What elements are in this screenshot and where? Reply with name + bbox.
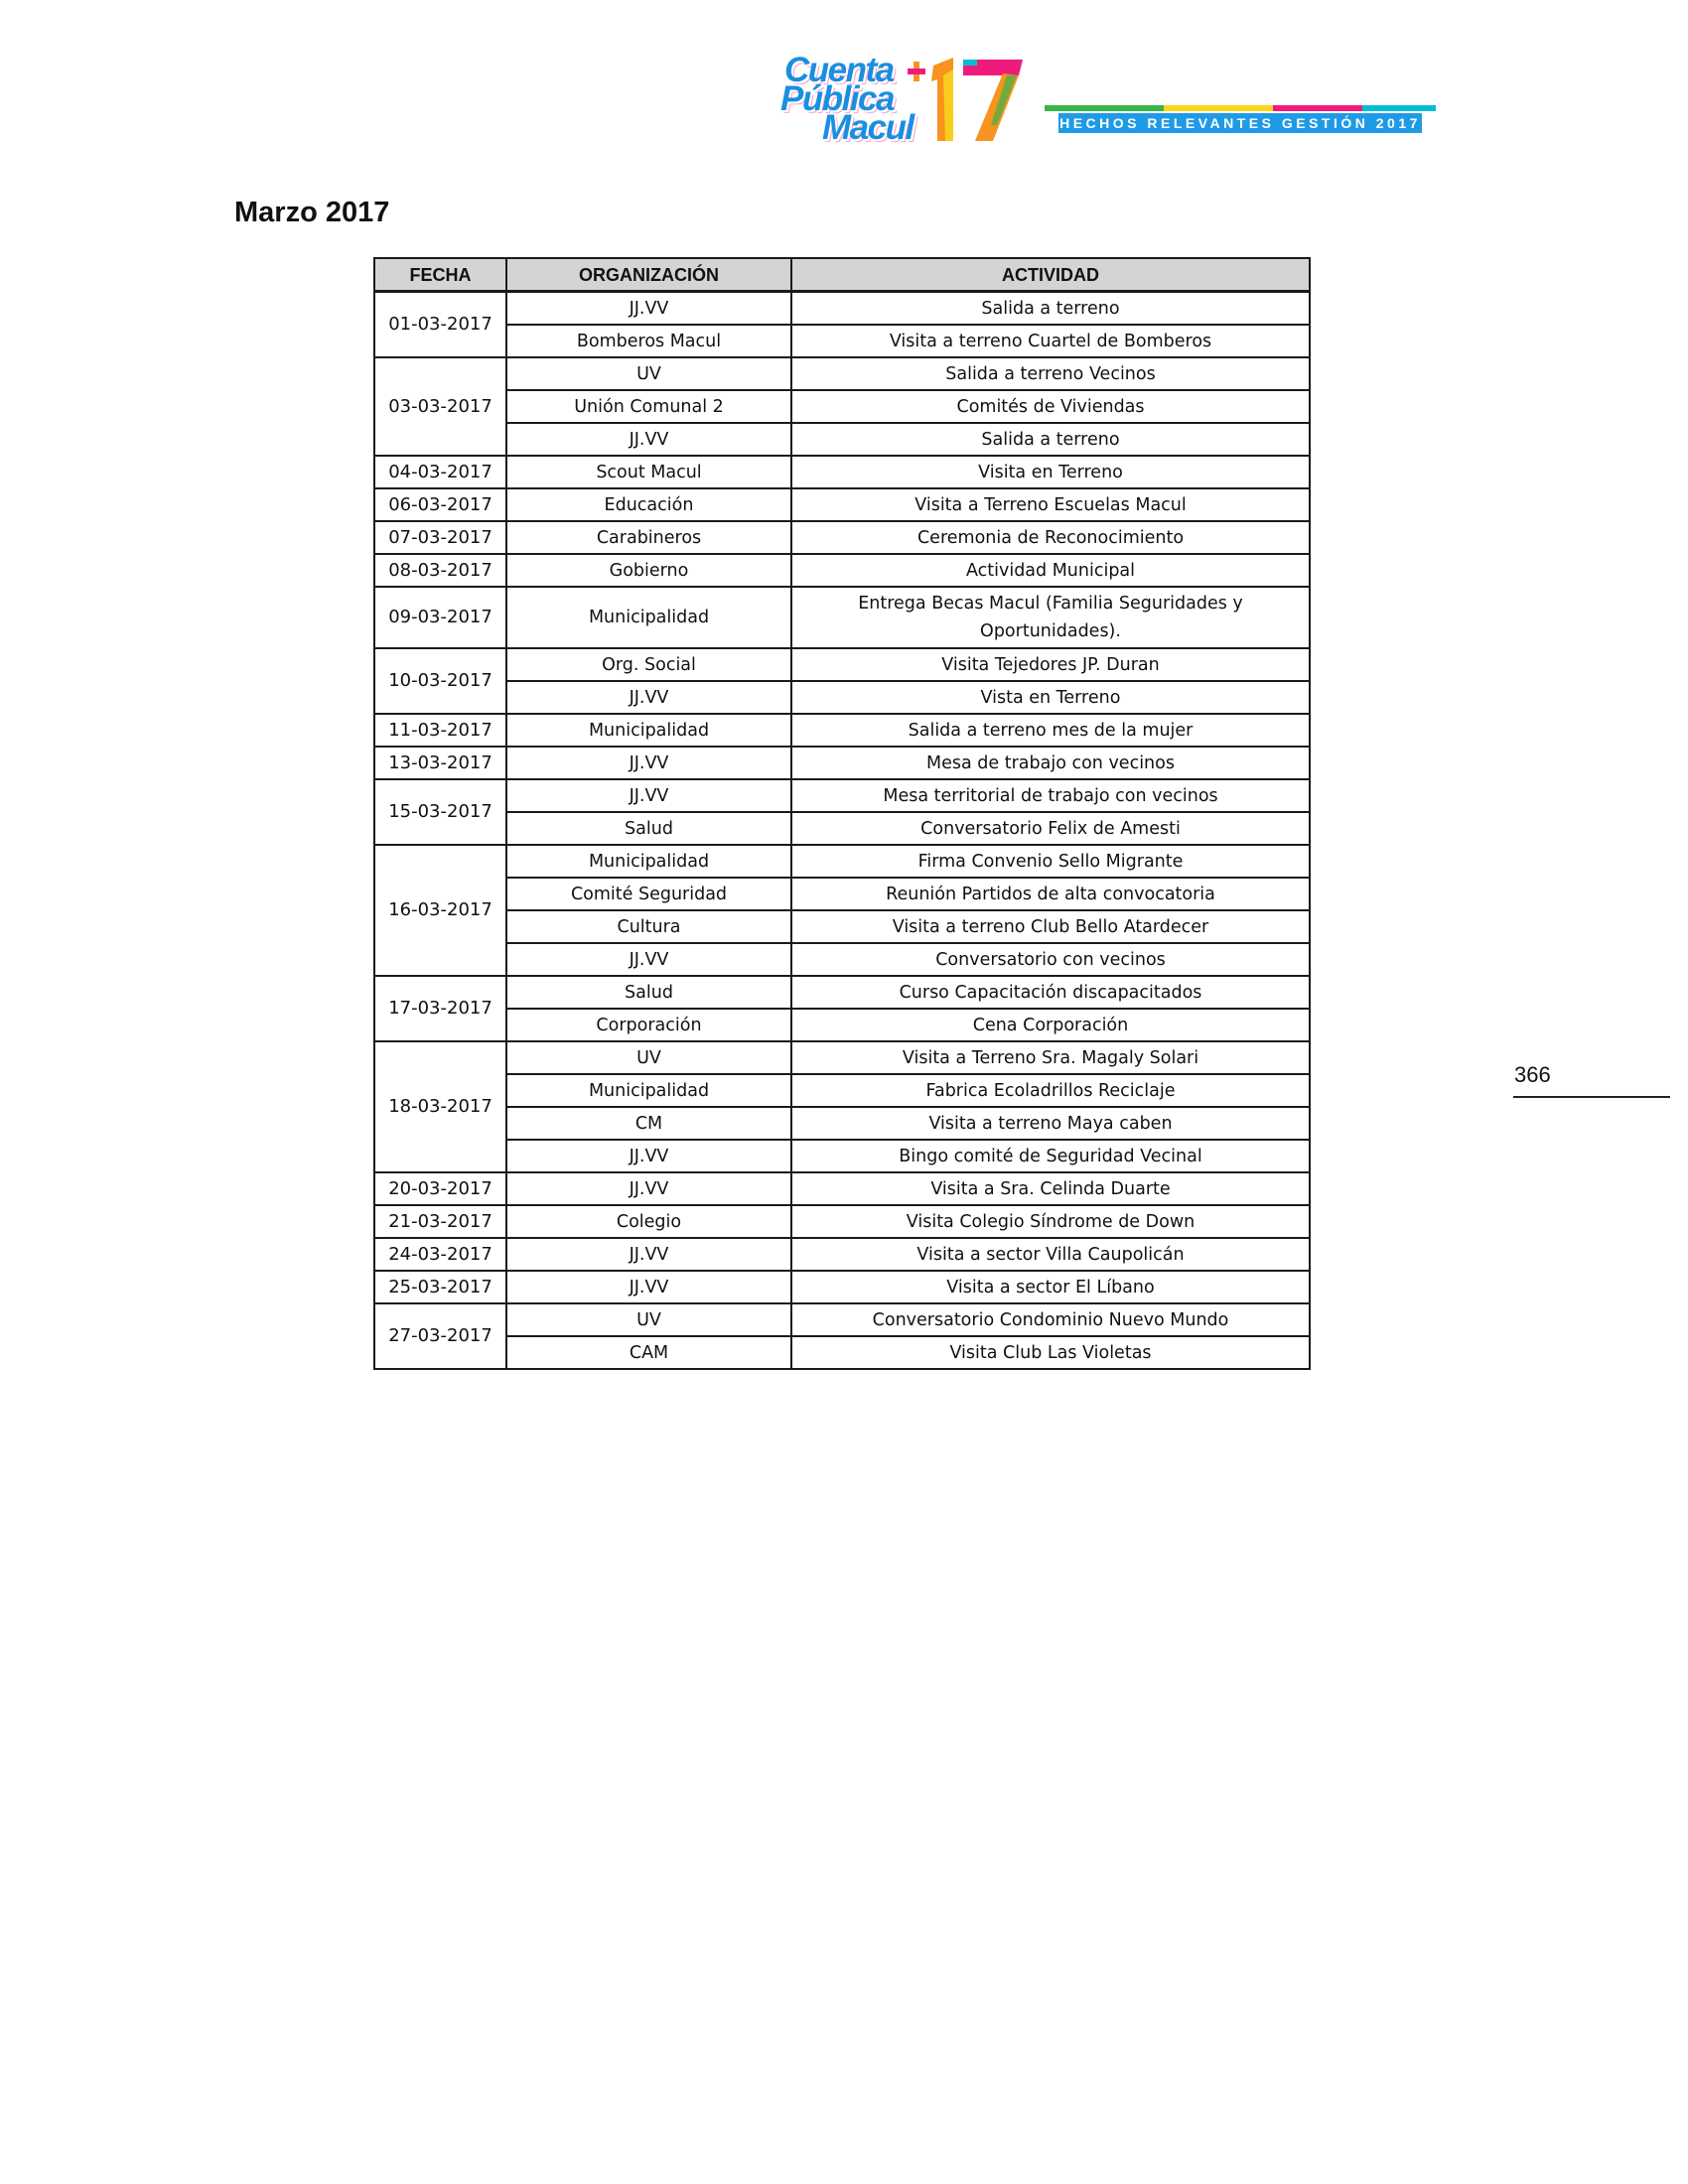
cell-actividad: Fabrica Ecoladrillos Reciclaje <box>791 1074 1310 1107</box>
cell-actividad: Conversatorio Condominio Nuevo Mundo <box>791 1303 1310 1336</box>
cell-organizacion: JJ.VV <box>506 747 791 779</box>
cell-actividad: Salida a terreno mes de la mujer <box>791 714 1310 747</box>
cell-actividad: Visita a terreno Cuartel de Bomberos <box>791 325 1310 357</box>
table-row <box>374 456 1310 488</box>
cell-organizacion: JJ.VV <box>506 1271 791 1303</box>
table-row <box>374 390 1310 423</box>
cell-fecha: 24-03-2017 <box>374 1238 506 1271</box>
cell-fecha: 13-03-2017 <box>374 747 506 779</box>
cell-organizacion: UV <box>506 1303 791 1336</box>
cell-actividad: Cena Corporación <box>791 1009 1310 1041</box>
banner-stripe-cyan <box>1362 105 1436 111</box>
logo-17-graphic <box>908 56 1025 143</box>
table-row <box>374 1107 1310 1140</box>
cell-actividad: Visita a Terreno Escuelas Macul <box>791 488 1310 521</box>
cell-organizacion: Unión Comunal 2 <box>506 390 791 423</box>
cell-fecha: 06-03-2017 <box>374 488 506 521</box>
table-row <box>374 648 1310 681</box>
cell-organizacion: JJ.VV <box>506 1238 791 1271</box>
table-row <box>374 681 1310 714</box>
section-title: Marzo 2017 <box>234 197 390 228</box>
cell-actividad: Visita a terreno Maya caben <box>791 1107 1310 1140</box>
table-row <box>374 910 1310 943</box>
hechos-relevantes-banner <box>1045 105 1436 133</box>
cell-organizacion: JJ.VV <box>506 779 791 812</box>
table-row <box>374 357 1310 390</box>
cell-organizacion: Salud <box>506 976 791 1009</box>
logo-line-2: Pública <box>780 79 894 118</box>
table-row <box>374 878 1310 910</box>
logo-line-1: Cuenta <box>784 51 894 89</box>
cell-organizacion: Municipalidad <box>506 845 791 878</box>
banner-stripe-yellow <box>1164 105 1273 111</box>
cell-organizacion: CAM <box>506 1336 791 1369</box>
cell-fecha: 03-03-2017 <box>374 357 506 456</box>
table-row <box>374 1336 1310 1369</box>
cell-organizacion: JJ.VV <box>506 1140 791 1172</box>
cell-fecha: 20-03-2017 <box>374 1172 506 1205</box>
cell-organizacion: Scout Macul <box>506 456 791 488</box>
cell-actividad: Entrega Becas Macul (Familia Seguridades y Oportunidades). <box>791 587 1310 648</box>
cell-actividad: Bingo comité de Seguridad Vecinal <box>791 1140 1310 1172</box>
cell-organizacion: Municipalidad <box>506 1074 791 1107</box>
table-row <box>374 587 1310 648</box>
cell-actividad: Visita a Terreno Sra. Magaly Solari <box>791 1041 1310 1074</box>
cell-actividad: Visita Tejedores JP. Duran <box>791 648 1310 681</box>
cell-organizacion: Colegio <box>506 1205 791 1238</box>
cell-organizacion: UV <box>506 1041 791 1074</box>
table-row <box>374 812 1310 845</box>
cell-organizacion: CM <box>506 1107 791 1140</box>
table-row <box>374 1205 1310 1238</box>
cell-fecha: 10-03-2017 <box>374 648 506 714</box>
table-row <box>374 747 1310 779</box>
cell-organizacion: JJ.VV <box>506 943 791 976</box>
cell-organizacion: Carabineros <box>506 521 791 554</box>
cell-actividad: Conversatorio con vecinos <box>791 943 1310 976</box>
cell-organizacion: Salud <box>506 812 791 845</box>
cell-fecha: 16-03-2017 <box>374 845 506 976</box>
table-row <box>374 1172 1310 1205</box>
cell-fecha: 09-03-2017 <box>374 587 506 648</box>
cell-organizacion: Bomberos Macul <box>506 325 791 357</box>
cell-fecha: 01-03-2017 <box>374 292 506 358</box>
cell-organizacion: Municipalidad <box>506 714 791 747</box>
cell-fecha: 21-03-2017 <box>374 1205 506 1238</box>
cell-fecha: 08-03-2017 <box>374 554 506 587</box>
table-row <box>374 292 1310 326</box>
logo-accent-cyan <box>963 60 977 66</box>
table-row <box>374 1009 1310 1041</box>
banner-stripe-magenta <box>1273 105 1362 111</box>
table-row <box>374 1238 1310 1271</box>
cell-actividad: Salida a terreno <box>791 423 1310 456</box>
cell-organizacion: UV <box>506 357 791 390</box>
cell-actividad: Visita a sector Villa Caupolicán <box>791 1238 1310 1271</box>
cell-actividad: Visita Club Las Violetas <box>791 1336 1310 1369</box>
cell-actividad: Curso Capacitación discapacitados <box>791 976 1310 1009</box>
cell-organizacion: Comité Seguridad <box>506 878 791 910</box>
header-fecha: FECHA <box>374 258 506 292</box>
cell-actividad: Visita a sector El Líbano <box>791 1271 1310 1303</box>
banner-stripe-green <box>1045 105 1164 111</box>
table-row <box>374 1271 1310 1303</box>
table-row <box>374 521 1310 554</box>
cell-actividad: Actividad Municipal <box>791 554 1310 587</box>
cell-actividad: Visita a terreno Club Bello Atardecer <box>791 910 1310 943</box>
table-row <box>374 554 1310 587</box>
table-body <box>374 292 1310 1370</box>
cell-fecha: 11-03-2017 <box>374 714 506 747</box>
table-row <box>374 779 1310 812</box>
table-row <box>374 1303 1310 1336</box>
cell-fecha: 15-03-2017 <box>374 779 506 845</box>
cell-organizacion: Corporación <box>506 1009 791 1041</box>
page-number-rule <box>1513 1096 1670 1098</box>
cell-organizacion: JJ.VV <box>506 1172 791 1205</box>
cell-organizacion: Gobierno <box>506 554 791 587</box>
cell-organizacion: Org. Social <box>506 648 791 681</box>
cell-actividad: Conversatorio Felix de Amesti <box>791 812 1310 845</box>
logo-line-3: Macul <box>822 108 914 147</box>
cell-organizacion: JJ.VV <box>506 292 791 326</box>
cell-fecha: 04-03-2017 <box>374 456 506 488</box>
cell-actividad: Visita a Sra. Celinda Duarte <box>791 1172 1310 1205</box>
table-row <box>374 1140 1310 1172</box>
cell-actividad: Salida a terreno Vecinos <box>791 357 1310 390</box>
cell-organizacion: Municipalidad <box>506 587 791 648</box>
cell-organizacion: JJ.VV <box>506 681 791 714</box>
cell-actividad: Salida a terreno <box>791 292 1310 326</box>
cell-actividad: Comités de Viviendas <box>791 390 1310 423</box>
cell-actividad: Vista en Terreno <box>791 681 1310 714</box>
cell-actividad: Visita en Terreno <box>791 456 1310 488</box>
cell-fecha: 18-03-2017 <box>374 1041 506 1172</box>
table-row <box>374 488 1310 521</box>
table-row <box>374 423 1310 456</box>
table-row <box>374 714 1310 747</box>
cell-fecha: 25-03-2017 <box>374 1271 506 1303</box>
cell-actividad: Firma Convenio Sello Migrante <box>791 845 1310 878</box>
cell-organizacion: Educación <box>506 488 791 521</box>
cell-actividad: Reunión Partidos de alta convocatoria <box>791 878 1310 910</box>
cuenta-publica-logo <box>780 51 1025 147</box>
cell-organizacion: Cultura <box>506 910 791 943</box>
cell-fecha: 07-03-2017 <box>374 521 506 554</box>
header-actividad: ACTIVIDAD <box>791 258 1310 292</box>
cell-fecha: 17-03-2017 <box>374 976 506 1041</box>
cell-actividad: Mesa territorial de trabajo con vecinos <box>791 779 1310 812</box>
header-organizacion: ORGANIZACIÓN <box>506 258 791 292</box>
activities-table <box>373 257 1311 1370</box>
table-header-row <box>374 258 1310 292</box>
table-row <box>374 325 1310 357</box>
logo-plus-horizontal <box>908 68 925 74</box>
cell-actividad: Mesa de trabajo con vecinos <box>791 747 1310 779</box>
table-row <box>374 943 1310 976</box>
page-number: 366 <box>1514 1062 1551 1087</box>
cell-fecha: 27-03-2017 <box>374 1303 506 1369</box>
cell-actividad: Visita Colegio Síndrome de Down <box>791 1205 1310 1238</box>
table-row <box>374 845 1310 878</box>
table-row <box>374 1041 1310 1074</box>
banner-text: HECHOS RELEVANTES GESTIÓN 2017 <box>1059 115 1421 131</box>
table-row <box>374 976 1310 1009</box>
table-row <box>374 1074 1310 1107</box>
cell-organizacion: JJ.VV <box>506 423 791 456</box>
cell-actividad: Ceremonia de Reconocimiento <box>791 521 1310 554</box>
